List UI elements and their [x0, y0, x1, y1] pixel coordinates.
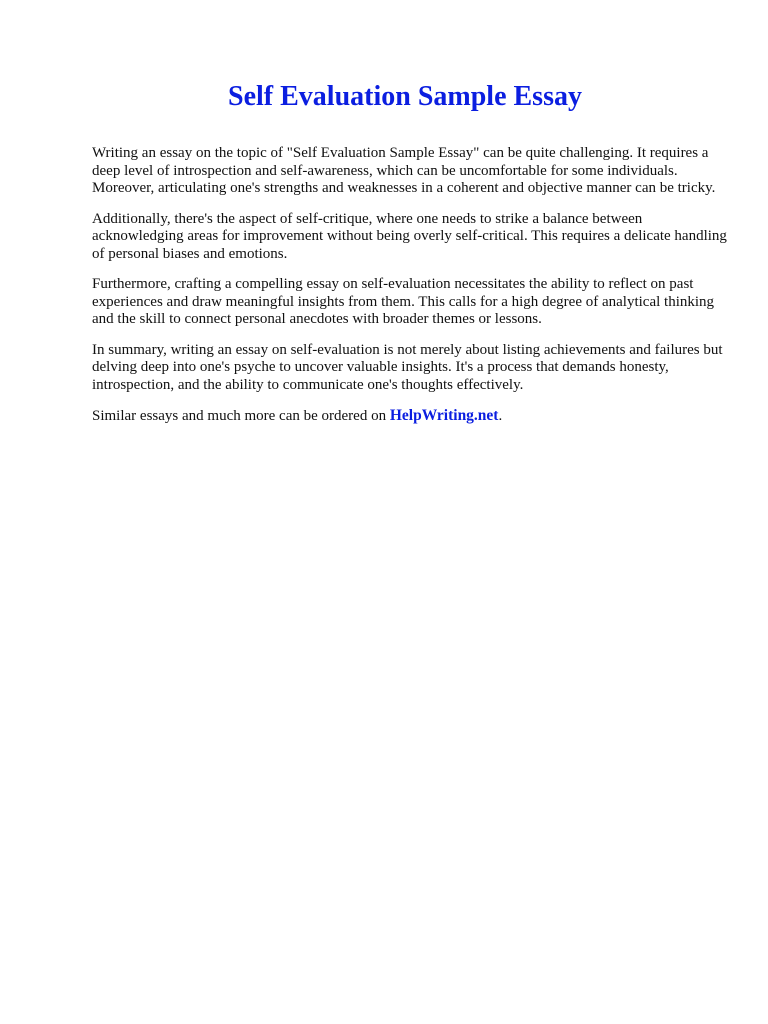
page-title: Self Evaluation Sample Essay: [228, 81, 582, 112]
closing-suffix: .: [498, 408, 503, 424]
paragraph-self-critique: Additionally, there's the aspect of self-critique, where one needs to strike a balance between acknowledging areas for improvement without being overly self-critical. This requires a delicate handling of personal biases and emotions.: [92, 210, 727, 262]
paragraph-summary: In summary, writing an essay on self-evaluation is not merely about listing achievements and failures but delving deep into one's psyche to uncover valuable insights. It's a process that demands honesty, introspection, and the ability to communicate one's thoughts effectively.: [92, 341, 723, 393]
paragraph-reflection: Furthermore, crafting a compelling essay on self-evaluation necessitates the ability to reflect on past experiences and draw meaningful insights from them. This calls for a high degree of analytical thinking and the skill to connect personal anecdotes with broader themes or lessons.: [92, 276, 715, 327]
helpwriting-link[interactable]: HelpWriting.net: [389, 407, 499, 424]
closing-line: [92, 407, 732, 426]
essay-body: [92, 145, 732, 439]
paragraph-intro: Writing an essay on the topic of "Self Evaluation Sample Essay" can be quite challenging. It requires a deep level of introspection and self-awareness, which can be uncomfortable for some individuals. Moreover, articulating one's strengths and weaknesses in a coherent and objective manner can be tricky.: [92, 145, 716, 196]
closing-prefix: Similar essays and much more can be ordered on: [92, 408, 390, 424]
